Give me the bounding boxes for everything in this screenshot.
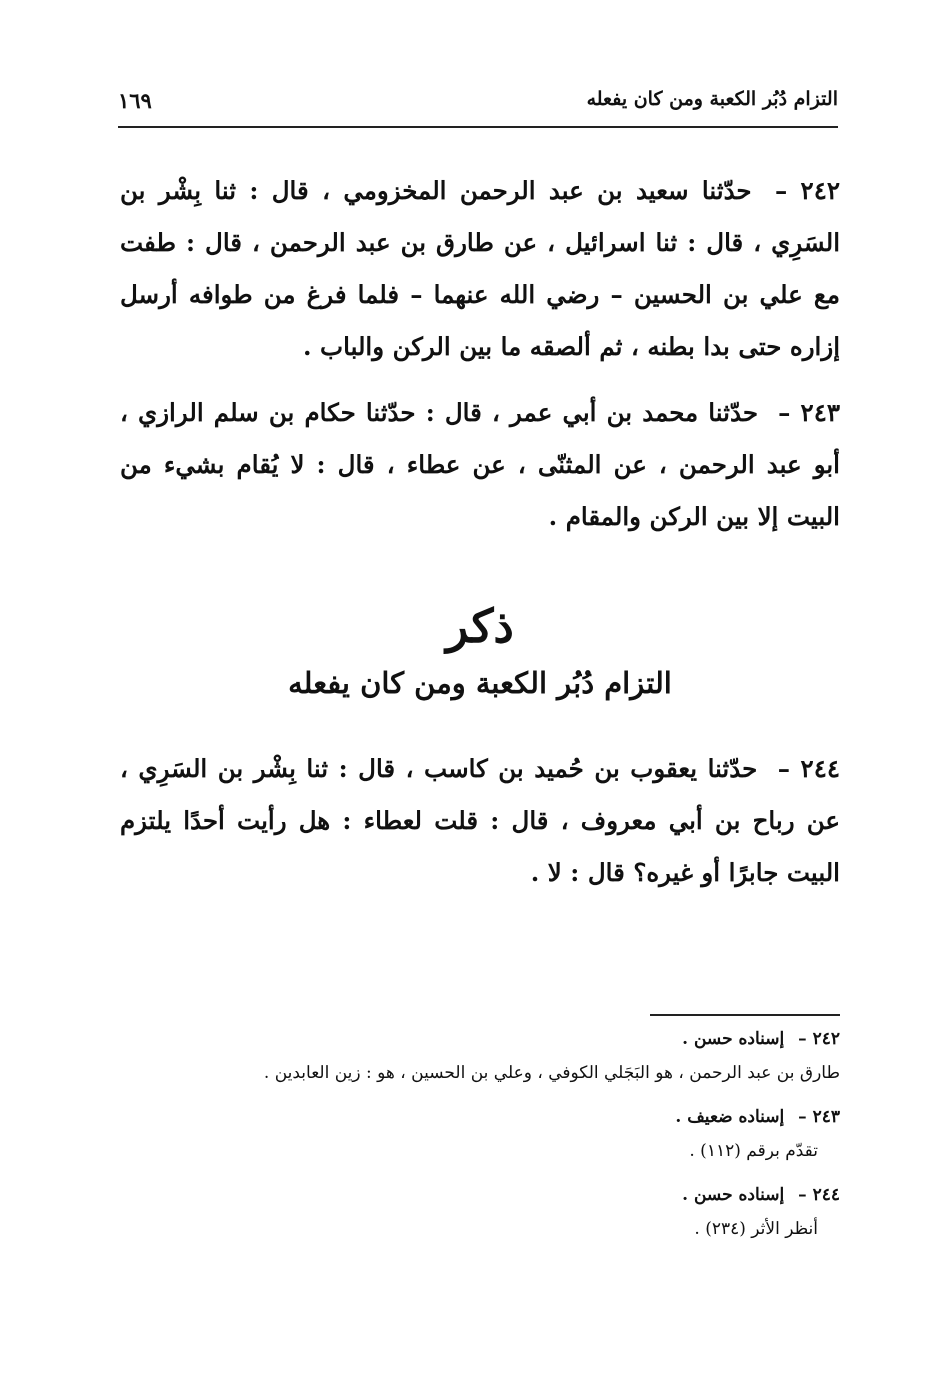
hadith-number: ٢٤٢ – [774, 176, 841, 205]
section-heading [120, 595, 840, 709]
footnote-number: ٢٤٢ – [798, 1029, 840, 1049]
hadith-number: ٢٤٤ – [777, 754, 841, 783]
hadith-243 [120, 387, 840, 543]
hadith-text: حدّثنا يعقوب بن حُميد بن كاسب ، قال : ثنا بِشْر بن السَرِي ، عن رباح بن أبي معروف ، قال : قلت لعطاء : هل رأيت أحدًا يلتزم البيت جابرًا أو غيره؟ قال : لا . [120, 754, 840, 887]
hadith-242 [120, 165, 840, 373]
footnotes [120, 1022, 840, 1256]
section-title: التزام دُبُر الكعبة ومن كان يفعله [288, 666, 672, 700]
section-keyword: ذكر [446, 599, 514, 653]
footnote-number: ٢٤٣ – [798, 1107, 840, 1127]
hadith-text: حدّثنا محمد بن أبي عمر ، قال : حدّثنا حكام بن سلم الرازي ، أبو عبد الرحمن ، عن المثنّى ، عن عطاء ، قال : لا يُقام بشيء من البيت إلا بين الركن والمقام . [120, 398, 840, 531]
footnote-number: ٢٤٤ – [798, 1185, 840, 1205]
running-title: التزام دُبُر الكعبة ومن كان يفعله [586, 88, 838, 110]
footnote-grade: إسناده حسن . [682, 1029, 785, 1049]
hadith-text: حدّثنا سعيد بن عبد الرحمن المخزومي ، قال : ثنا بِشْر بن السَرِي ، قال : ثنا اسرائيل ، عن طارق بن عبد الرحمن ، قال : طفت مع علي بن الحسين – رضي الله عنهما – فلما فرغ من طوافه أرسل إزاره حتى بدا بطنه ، ثم ألصقه ما بين الركن والباب . [120, 176, 840, 361]
hadith-number: ٢٤٣ – [778, 398, 841, 427]
footnote-243 [120, 1100, 840, 1168]
footnote-grade: إسناده حسن . [682, 1185, 785, 1205]
footnote-detail: أنظر الأثر (٢٣٤) . [694, 1219, 818, 1239]
footnote-rule [650, 1014, 840, 1016]
page-header [118, 86, 838, 126]
footnote-detail: طارق بن عبد الرحمن ، هو البَجَلي الكوفي ، وعلي بن الحسين ، هو : زين العابدين . [263, 1063, 840, 1083]
header-rule [118, 126, 838, 128]
hadith-244 [120, 743, 840, 899]
footnote-grade: إسناده ضعيف . [675, 1107, 785, 1127]
footnote-detail: تقدّم برقم (١١٢) . [689, 1141, 818, 1161]
footnote-244 [120, 1178, 840, 1246]
page-number: ١٦٩ [118, 88, 152, 113]
main-text [120, 165, 840, 913]
footnote-242 [120, 1022, 840, 1090]
